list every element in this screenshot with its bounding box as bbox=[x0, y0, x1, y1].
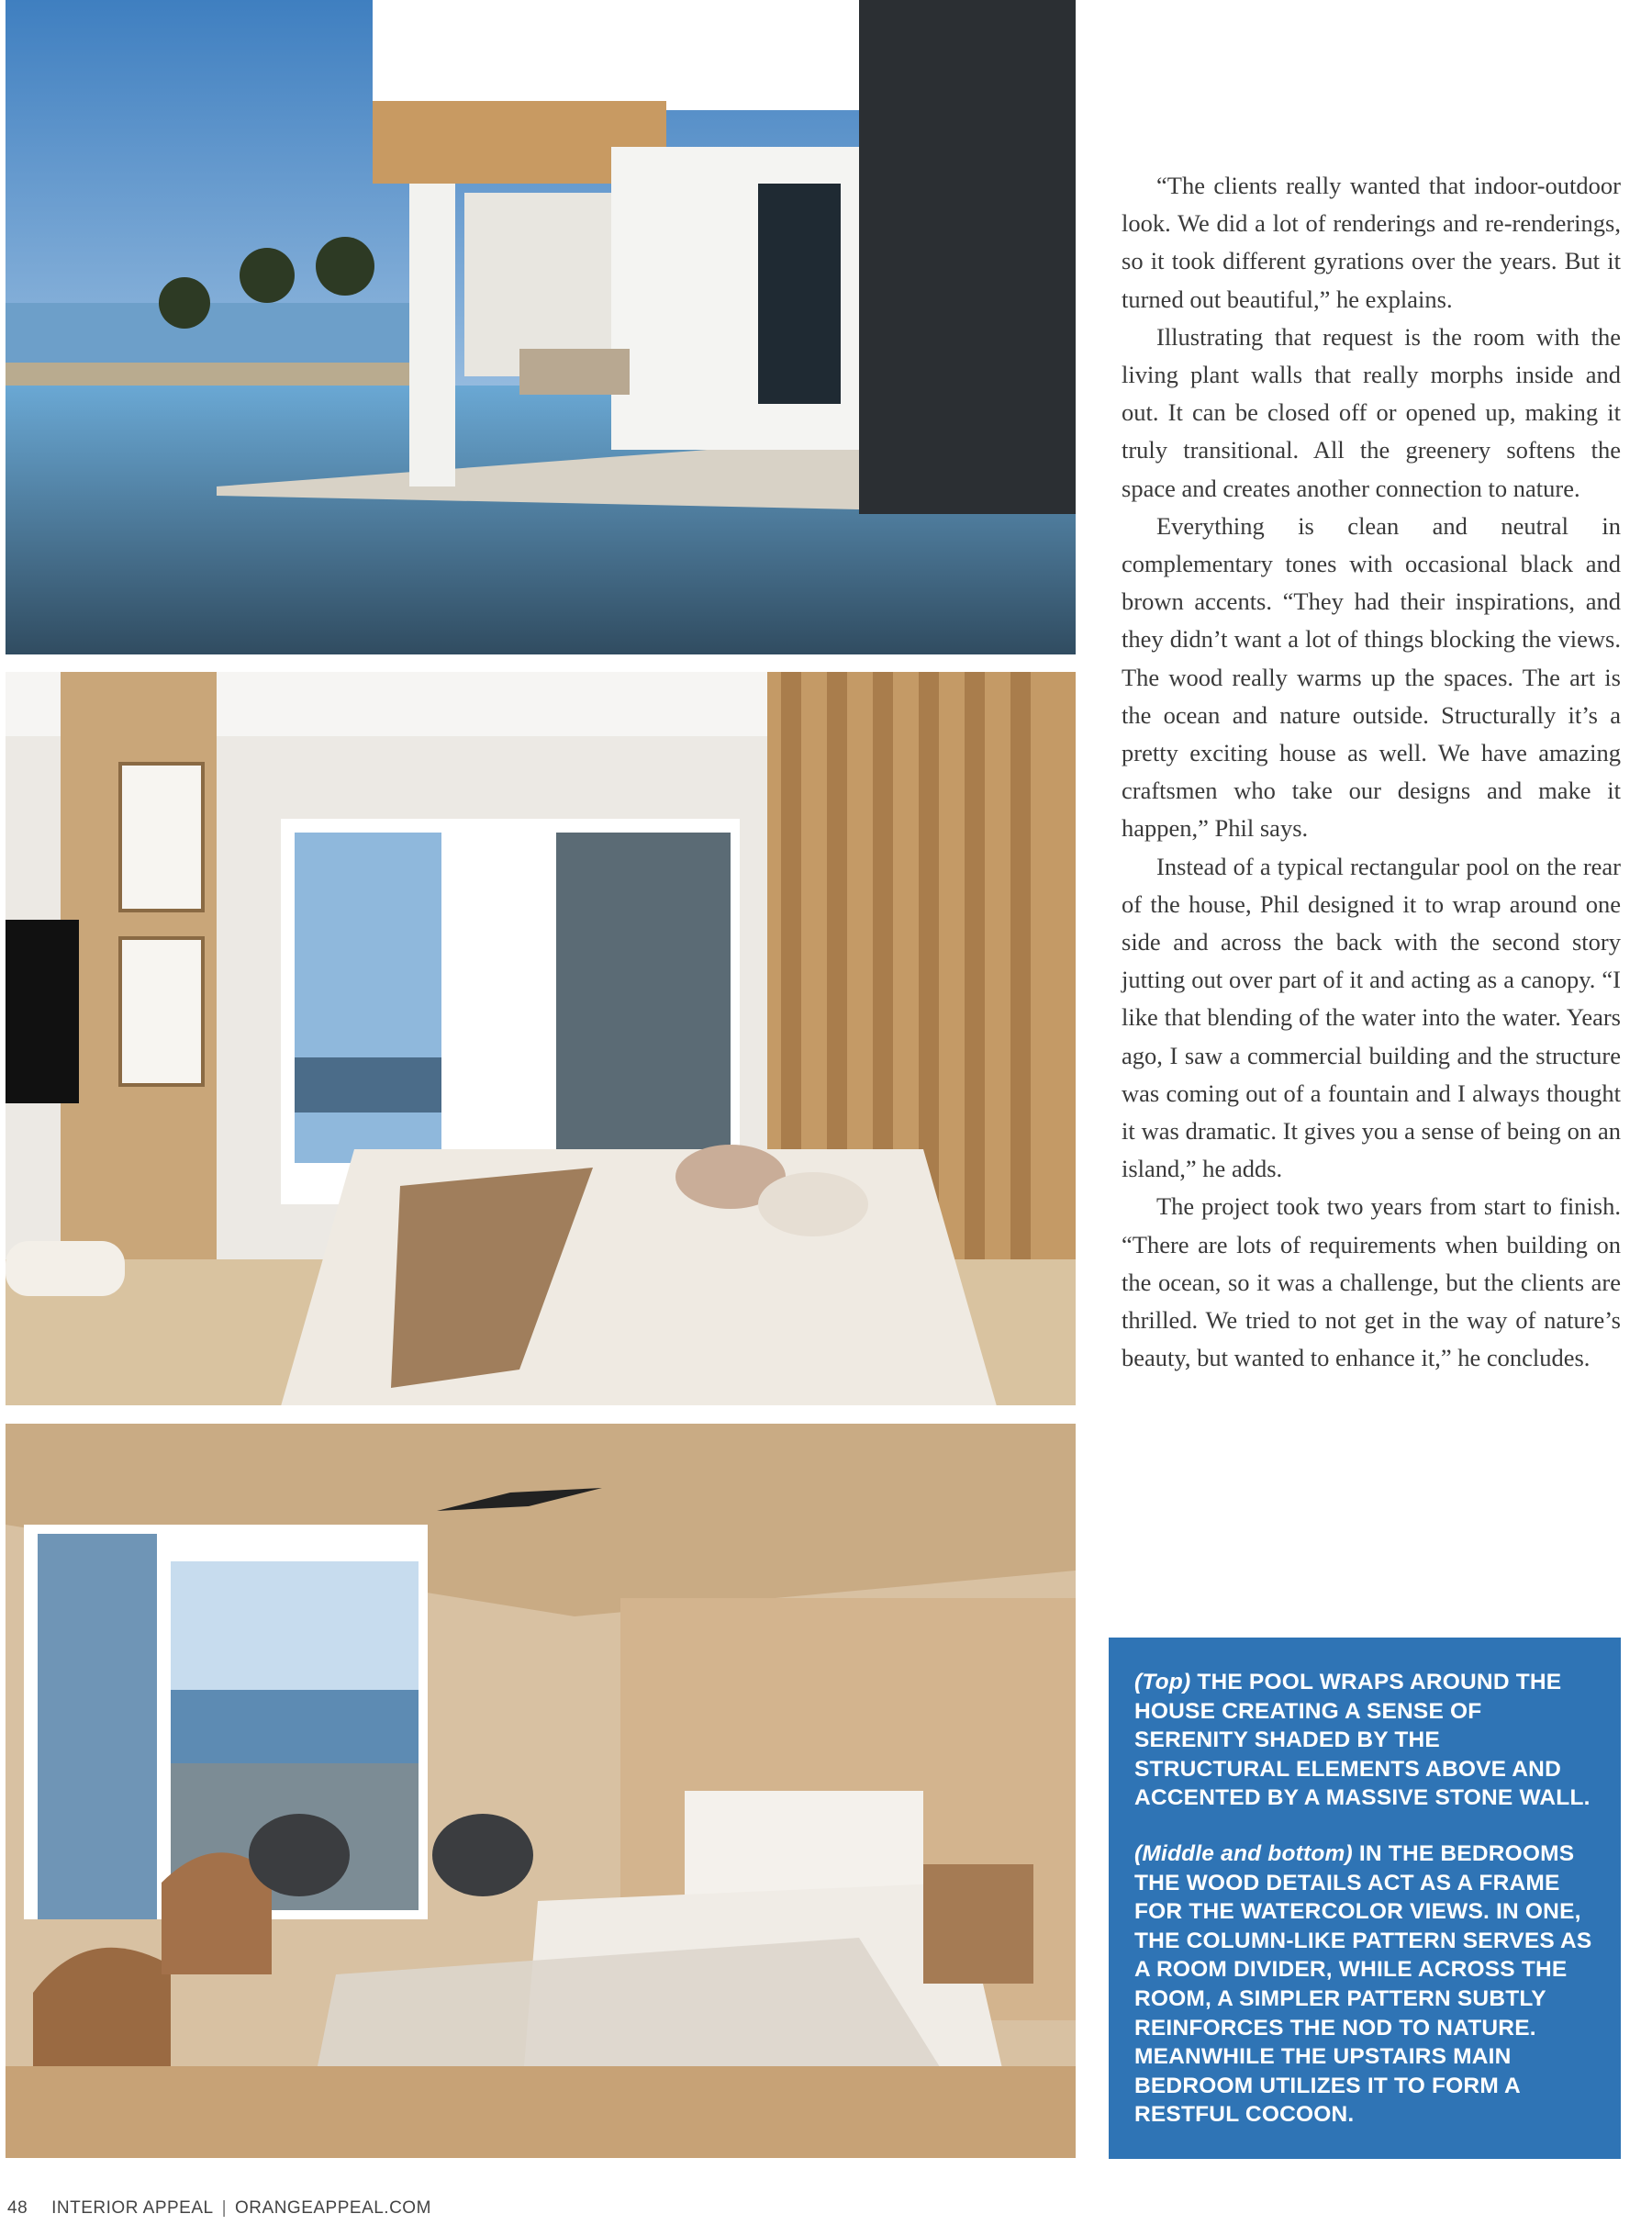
article-paragraph: The project took two years from start to finish. “There are lots of requirements when building on the ocean, so it was a challenge, but the clients are thrilled. We tried to not get in the way of nature’s beauty, but wanted to enhance it,” he concludes. bbox=[1122, 1192, 1621, 1372]
article-paragraph: Everything is clean and neutral in complementary tones with occasional black and brown accents. “They had their inspirations, and they didn’t want a lot of things blocking the views. The wood really warms up the spaces. The art is the ocean and nature outside. Structurally it’s a pretty exciting house as well. We have amazing craftsmen who take our designs and make it happen,” Phil says. bbox=[1122, 511, 1621, 843]
main-bedroom-photo-illustration bbox=[6, 1424, 1076, 2158]
article-paragraph: “The clients really wanted that indoor-outdoor look. We did a lot of renderings and re-renderings, so it took different gyrations over the years. But it turned out beautiful,” he explains. bbox=[1122, 172, 1621, 313]
caption-top-tag: (Top) bbox=[1134, 1670, 1198, 1694]
photo-pool-exterior bbox=[6, 0, 1076, 654]
article-paragraph: Instead of a typical rectangular pool on the rear of the house, Phil designed it to wrap around one side and across the back with the second story jutting out over part of it and acting as a canopy. “I like that blending of the water into the water. Years ago, I saw a commercial building and the structure was coming out of a fountain and I always thought it was dramatic. It gives you a sense of being on an island,” he adds. bbox=[1122, 852, 1621, 1183]
photo-bedroom-slats bbox=[6, 672, 1076, 1405]
pool-photo-illustration bbox=[6, 0, 1076, 654]
article-paragraph: Illustrating that request is the room with the living plant walls that really morphs inside and out. It can be closed off or opened up, making it truly transitional. All the greenery softens the space and creates another connection to nature. bbox=[1122, 322, 1621, 502]
bedroom-photo-illustration bbox=[6, 672, 1076, 1405]
page-number: 48 bbox=[7, 2198, 28, 2218]
caption-bottom-text: IN THE BEDROOMS THE WOOD DETAILS ACT AS A FRAME FOR THE WATERCOLOR VIEWS. IN ONE, THE COLUMN-LIKE PATTERN SERVES AS A ROOM DIVIDER, WHILE ACROSS THE ROOM, A SIMPLER PATTERN SUBTLY REINFORCES THE NOD TO NATURE. MEANWHILE THE UPSTAIRS MAIN BEDROOM UTILIZES IT TO FORM A RESTFUL COCOON. bbox=[1134, 1840, 1592, 2128]
caption-top bbox=[1134, 1668, 1595, 1813]
caption-top-text: THE POOL WRAPS AROUND THE HOUSE CREATING A SENSE OF SERENITY SHADED BY THE STRUCTURAL ELEMENTS ABOVE AND ACCENTED BY A MASSIVE STONE WALL. bbox=[1134, 1670, 1591, 1811]
caption-bottom-tag: (Middle and bottom) bbox=[1134, 1840, 1359, 1866]
photo-caption-box bbox=[1109, 1638, 1621, 2159]
publication-name: INTERIOR APPEAL bbox=[51, 2198, 214, 2218]
caption-bottom bbox=[1134, 1839, 1595, 2130]
photo-main-bedroom bbox=[6, 1424, 1076, 2158]
footer-separator: | bbox=[221, 2198, 228, 2218]
page-footer bbox=[7, 2198, 431, 2220]
website-link[interactable]: ORANGEAPPEAL.COM bbox=[235, 2198, 431, 2218]
article-body bbox=[1122, 167, 1621, 1378]
